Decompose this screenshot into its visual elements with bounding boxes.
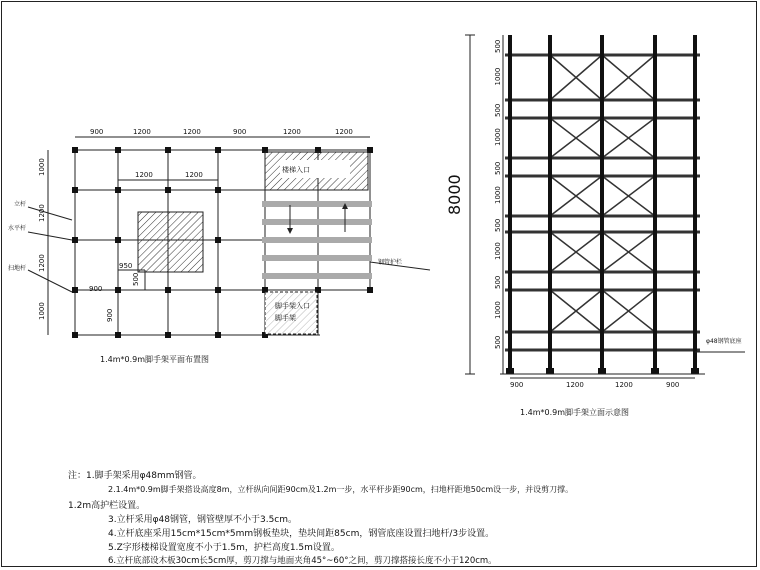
note-4: 4.立杆底座采用15cm*15cm*5mm钢板垫块，垫块间距85cm，钢管底座设置扫地杆/3步设置。 [108,529,495,539]
stair-arrow-down-head [287,228,293,234]
elev-row-dim-7: 1000 [494,242,502,260]
elev-row-dim-6: 500 [494,218,502,232]
plan-top-dim-4: 900 [233,128,247,136]
plan-top-dim-3: 1200 [183,128,201,136]
elev-bottom-dim-2: 1200 [566,381,584,389]
note-1: 注：1.脚手架采用φ48mm钢管。 [68,471,202,481]
elevation-row-dims [494,40,502,349]
note-6: 6.立杆底部设木板30cm长5cm厚，剪刀撑与地面夹角45°~60°之间，剪刀撑搭接长度不小于120cm。 [108,556,497,566]
plan-small-dim-2: 950 [119,262,133,270]
plan-small-dim-1: 900 [89,285,103,293]
elev-row-dim-2: 500 [494,103,502,117]
elev-bottom-dim-4: 900 [666,381,680,389]
entry-label: 脚手架入口 [275,302,310,310]
entry-label-lower: 脚手架 [275,314,296,322]
column-hatch [138,212,203,272]
elev-bottom-dim-3: 1200 [615,381,633,389]
label-upright: 立杆 [14,201,27,208]
plan-left-dim-3: 1200 [38,254,46,272]
plan-left-leaders [28,207,72,292]
plan-left-dim-4: 1000 [38,302,46,320]
elev-row-dim-0: 500 [494,39,502,53]
plan-top-dim-1: 900 [90,128,104,136]
stair-label: 楼梯入口 [282,166,310,174]
elevation-caption: 1.4m*0.9m脚手架立面示意图 [520,408,630,417]
plan-caption: 1.4m*0.9m脚手架平面布置图 [100,355,210,364]
elev-row-dim-4: 500 [494,161,502,175]
base-label: φ48钢管底座 [706,338,742,345]
label-horizontal: 水平杆 [8,225,27,232]
elev-row-dim-9: 1000 [494,301,502,319]
elevation-grid [465,35,745,378]
note-2-cont: 1.2m高护栏设置。 [68,501,146,511]
plan-small-dim-3: 500 [132,272,140,286]
note-5: 5.Z字形楼梯设置宽度不小于1.5m，护栏高度1.5m设置。 [108,543,340,553]
note-3: 3.立杆采用φ48钢管，钢管壁厚不小于3.5cm。 [108,515,298,525]
plan-inner-dim-1: 1200 [135,171,153,179]
plan-small-dim-4: 900 [106,308,114,322]
elev-row-dim-10: 500 [494,335,502,349]
plan-top-dim-6: 1200 [335,128,353,136]
plan-inner-dim-2: 1200 [185,171,203,179]
elev-base-0 [506,368,514,374]
elev-base-4 [691,368,699,374]
elev-base-1 [546,368,554,374]
elevation-view [445,35,745,417]
elev-row-dim-5: 1000 [494,186,502,204]
elev-row-dim-3: 1000 [494,128,502,146]
elev-bottom-dim-1: 900 [510,381,524,389]
note-2: 2.1.4m*0.9m脚手架搭设高度8m，立杆纵向间距90cm及1.2m一步，水平杆步距90cm，扫地杆距地50cm设一步，并设剪刀撑。 [108,485,574,494]
entry-hatch [265,292,317,334]
label-sweep: 扫地杆 [8,265,27,272]
plan-left-dim-1: 1000 [38,158,46,176]
plan-view [8,128,430,364]
stair-steps [262,201,372,279]
elevation-total-height: 8000 [445,174,464,215]
plan-left-dim-2: 1200 [38,204,46,222]
plan-top-dim-2: 1200 [133,128,151,136]
plan-top-dim-5: 1200 [283,128,301,136]
elev-base-3 [651,368,659,374]
elev-row-dim-8: 500 [494,275,502,289]
pipe-label: 钢管护栏 [378,259,403,266]
elev-row-dim-1: 1000 [494,67,502,86]
elev-base-2 [598,368,606,374]
